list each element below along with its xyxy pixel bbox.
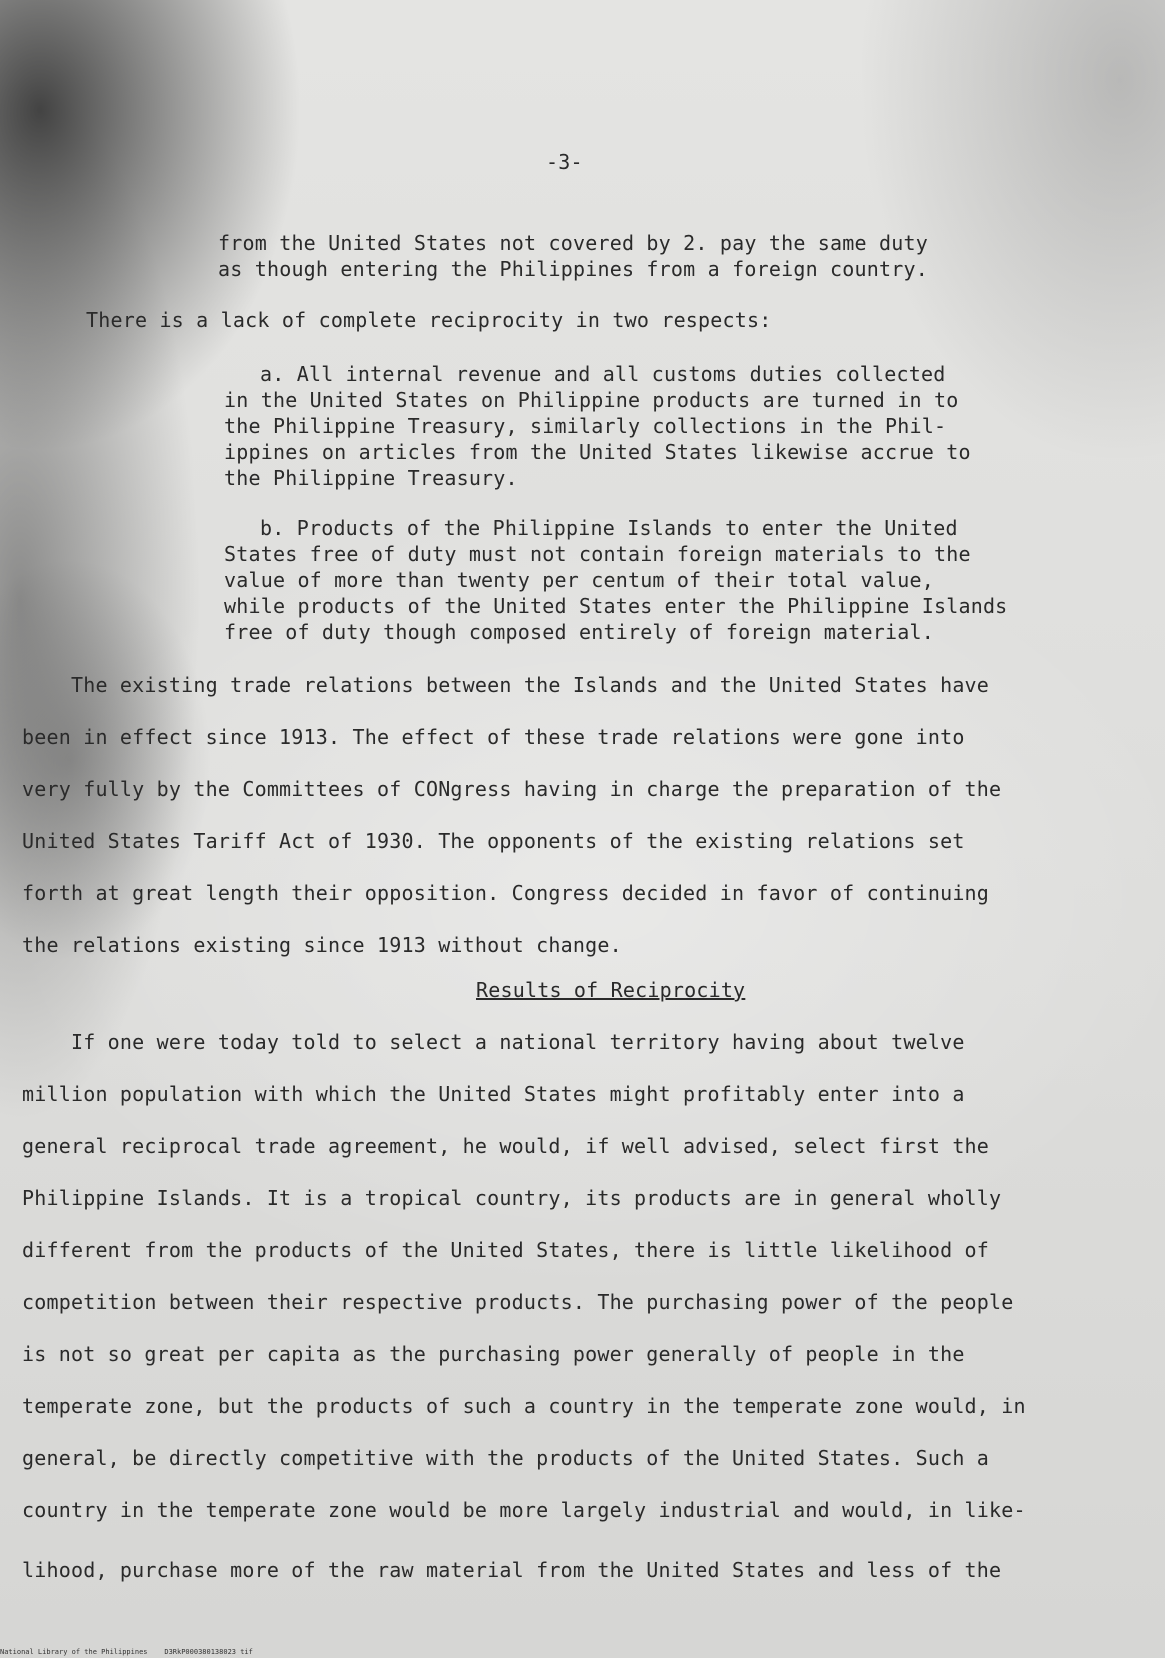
item-a-line: the Philippine Treasury. <box>224 466 518 490</box>
para2-line: If one were today told to select a national territory having about twelve <box>22 1030 965 1054</box>
para2-line: general reciprocal trade agreement, he would, if well advised, select first the <box>22 1134 990 1158</box>
scan-footer: National Library of the Philippines D3RkP000380138023 tif <box>0 1648 253 1656</box>
para1-line: forth at great length their opposition. Congress decided in favor of continuing <box>22 881 990 905</box>
item-a-line: ippines on articles from the United States likewise accrue to <box>224 440 971 464</box>
para2-line: Philippine Islands. It is a tropical country, its products are in general wholly <box>22 1186 1002 1210</box>
intro-line: from the United States not covered by 2. pay the same duty <box>218 231 928 255</box>
page-number: -3- <box>546 150 583 174</box>
para2-line: competition between their respective products. The purchasing power of the people <box>22 1290 1014 1314</box>
item-b-line: value of more than twenty per centum of their total value, <box>224 568 934 592</box>
para2-line: different from the products of the United States, there is little likelihood of <box>22 1238 990 1262</box>
section-heading: Results of Reciprocity <box>476 978 746 1002</box>
item-b-line: States free of duty must not contain foreign materials to the <box>224 542 971 566</box>
item-b-line: free of duty though composed entirely of foreign material. <box>224 620 934 644</box>
para1-line: The existing trade relations between the Islands and the United States have <box>22 673 990 697</box>
lack-line: There is a lack of complete reciprocity in two respects: <box>86 308 772 332</box>
item-a-line: in the United States on Philippine products are turned in to <box>224 388 959 412</box>
para2-line: lihood, purchase more of the raw material from the United States and less of the <box>22 1558 1002 1582</box>
para1-line: been in effect since 1913. The effect of these trade relations were gone into <box>22 725 965 749</box>
para1-line: United States Tariff Act of 1930. The opponents of the existing relations set <box>22 829 965 853</box>
intro-line: as though entering the Philippines from a foreign country. <box>218 257 928 281</box>
para1-line: very fully by the Committees of CONgress having in charge the preparation of the <box>22 777 1002 801</box>
item-b-line: b. Products of the Philippine Islands to enter the United <box>260 516 958 540</box>
para2-line: million population with which the United States might profitably enter into a <box>22 1082 965 1106</box>
para2-line: general, be directly competitive with the products of the United States. Such a <box>22 1446 990 1470</box>
item-a-line: the Philippine Treasury, similarly collections in the Phil- <box>224 414 947 438</box>
para2-line: country in the temperate zone would be more largely industrial and would, in like- <box>22 1498 1026 1522</box>
item-a-line: a. All internal revenue and all customs duties collected <box>260 362 946 386</box>
para2-line: temperate zone, but the products of such a country in the temperate zone would, in <box>22 1394 1026 1418</box>
item-b-line: while products of the United States enter the Philippine Islands <box>224 594 1008 618</box>
para1-line: the relations existing since 1913 without change. <box>22 933 622 957</box>
para2-line: is not so great per capita as the purchasing power generally of people in the <box>22 1342 965 1366</box>
